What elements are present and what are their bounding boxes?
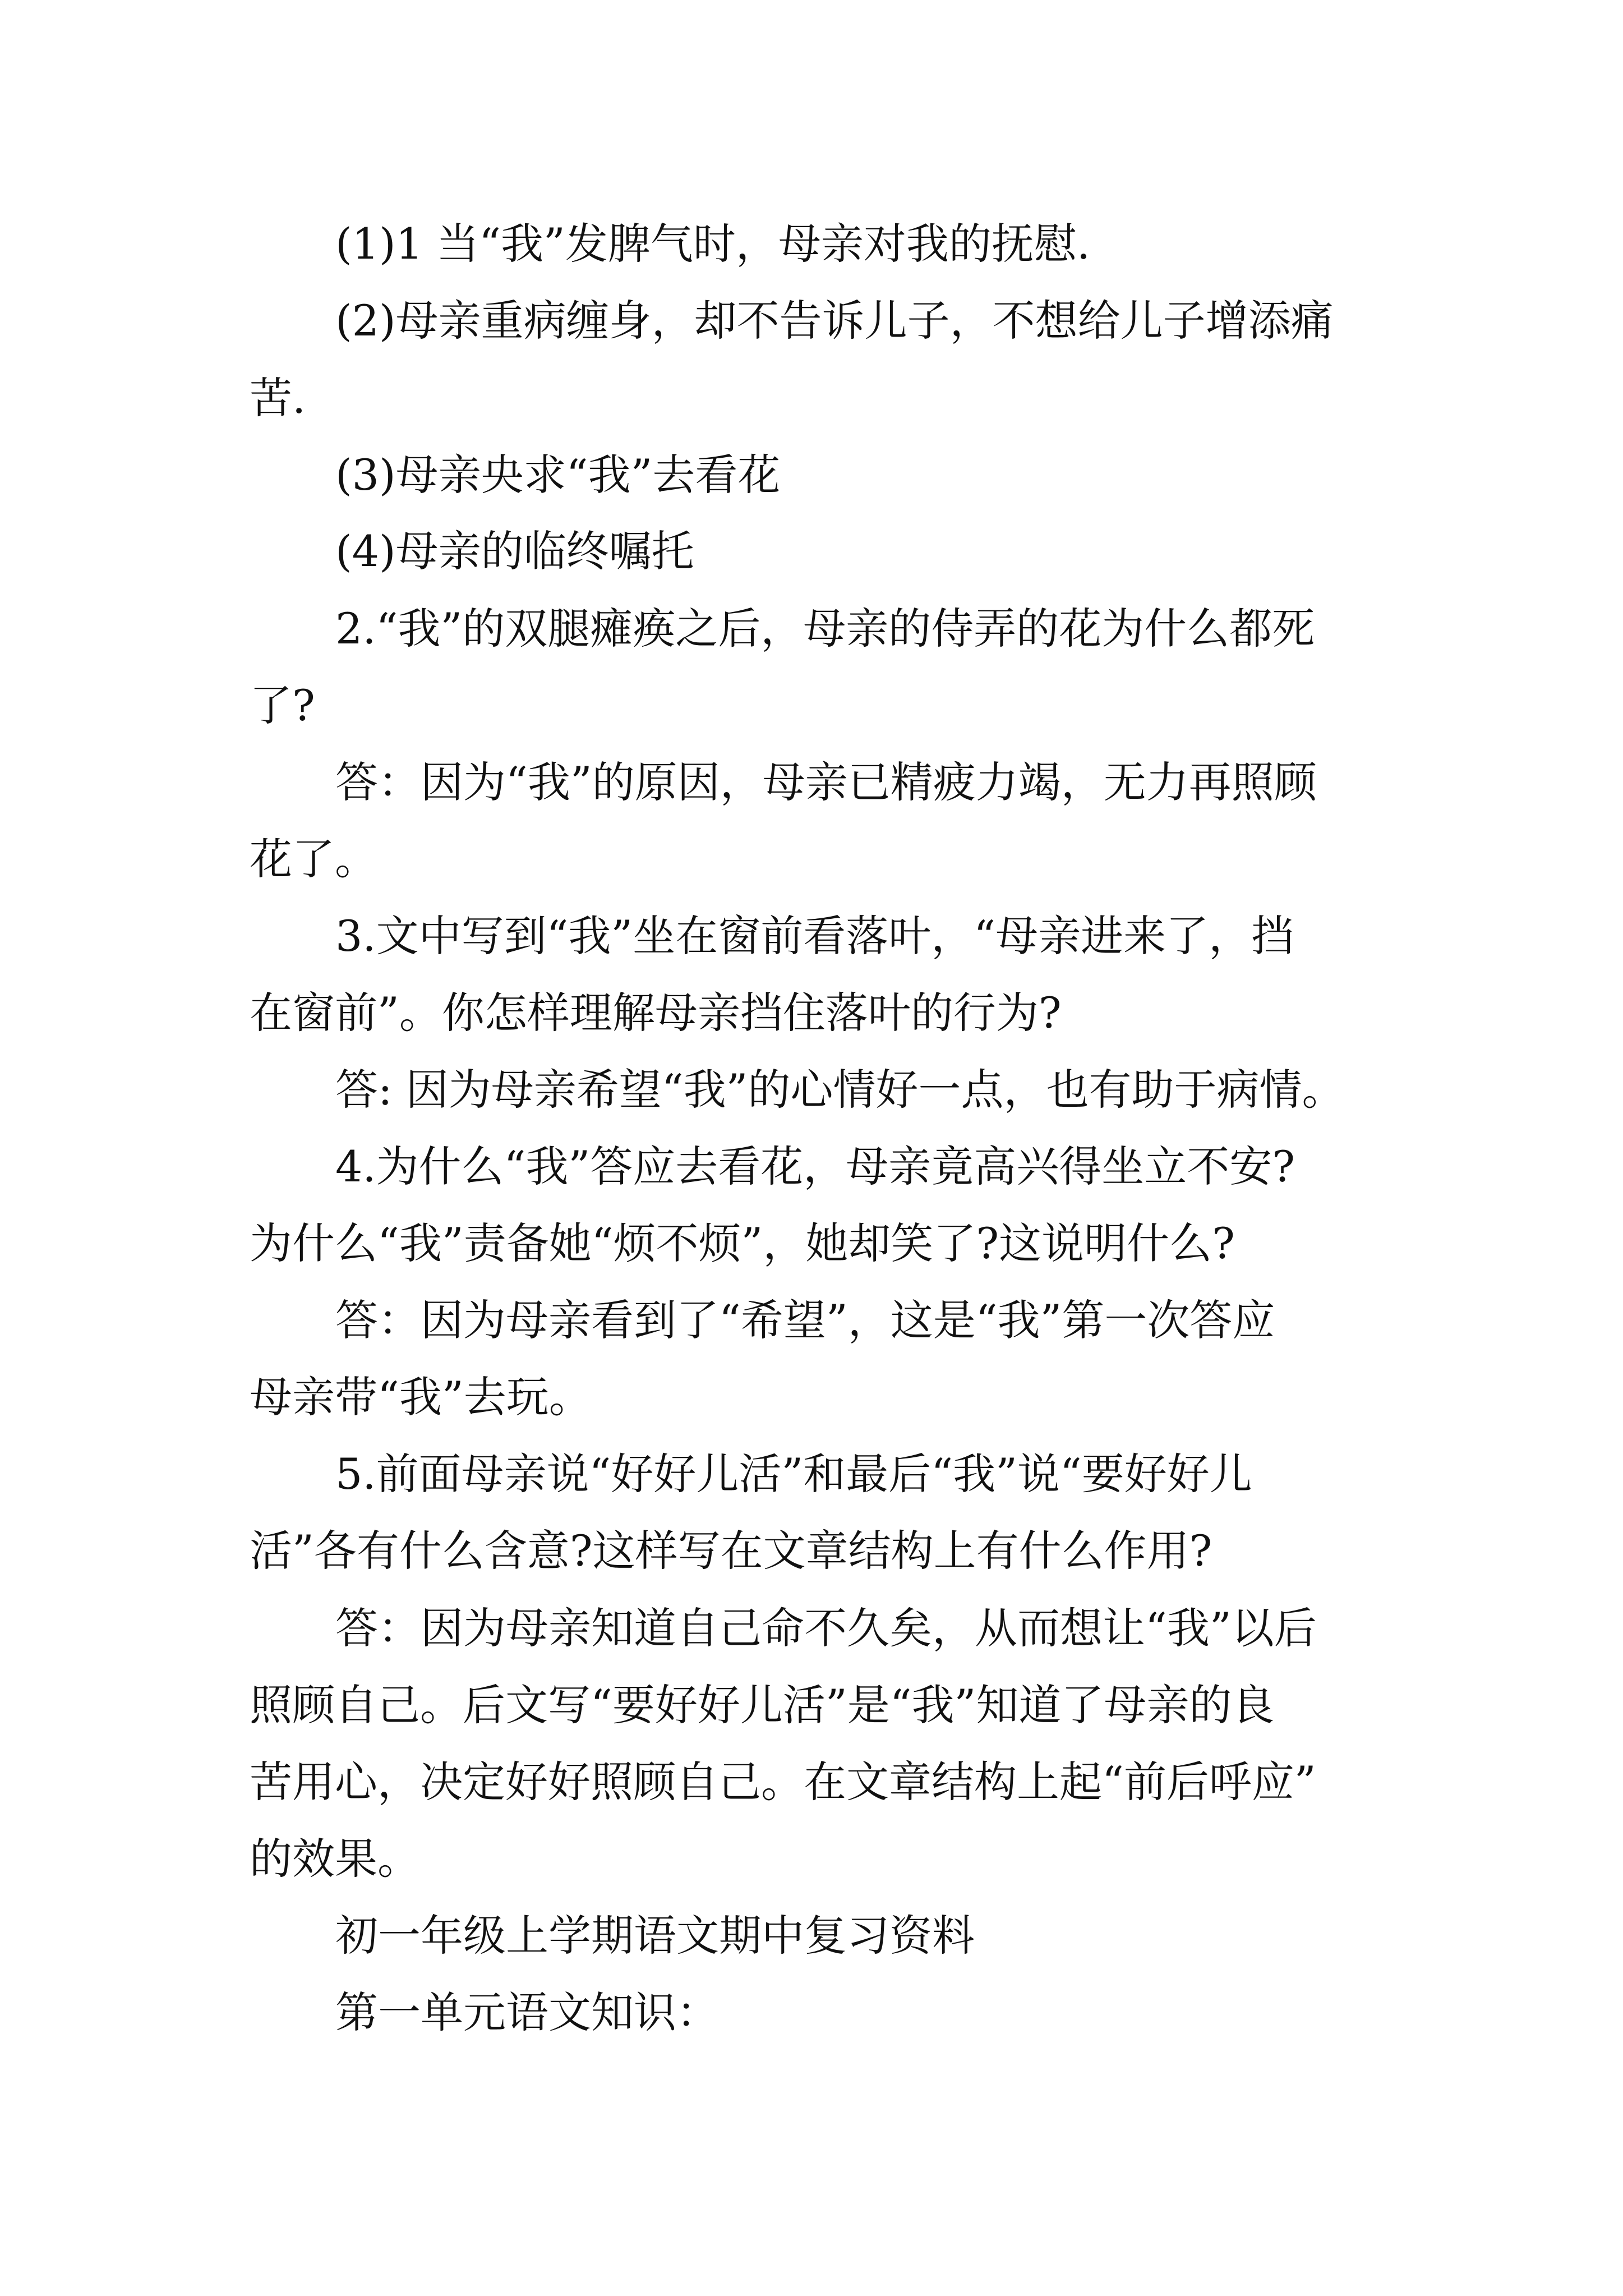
- section-title: 初一年级上学期语文期中复习资料: [335, 1911, 975, 1961]
- text-line: 3.文中写到“我”坐在窗前看落叶，“母亲进来了，挡: [335, 911, 1294, 961]
- text-line: 花了。: [250, 834, 377, 884]
- text-line: (1)1 当“我”发脾气时，母亲对我的抚慰.: [335, 219, 1091, 269]
- text-line: 4.为什么“我”答应去看花，母亲竟高兴得坐立不安?: [335, 1142, 1295, 1191]
- text-line: 在窗前”。你怎样理解母亲挡住落叶的行为?: [250, 988, 1062, 1038]
- text-line: 答：因为“我”的原因，母亲已精疲力竭，无力再照顾: [335, 757, 1317, 807]
- text-line: (2)母亲重病缠身，却不告诉儿子，不想给儿子增添痛: [335, 296, 1334, 346]
- text-line: 2.“我”的双腿瘫痪之后，母亲的侍弄的花为什么都死: [335, 604, 1315, 654]
- text-line: 为什么“我”责备她“烦不烦”，她却笑了?这说明什么?: [250, 1218, 1235, 1268]
- text-line: 照顾自己。后文写“要好好儿活”是“我”知道了母亲的良: [250, 1680, 1275, 1730]
- text-line: (3)母亲央求“我”去看花: [335, 450, 781, 500]
- text-line: 苦用心，决定好好照顾自己。在文章结构上起“前后呼应”: [250, 1757, 1316, 1807]
- text-line: (4)母亲的临终嘱托: [335, 526, 694, 576]
- text-line: 5.前面母亲说“好好儿活”和最后“我”说“要好好儿: [335, 1449, 1252, 1499]
- section-subtitle: 第一单元语文知识：: [335, 1987, 719, 2037]
- text-line: 母亲带“我”去玩。: [250, 1372, 592, 1422]
- text-line: 答：因为母亲看到了“希望”，这是“我”第一次答应: [335, 1295, 1275, 1345]
- text-line: 了?: [250, 680, 315, 730]
- text-line: 活”各有什么含意?这样写在文章结构上有什么作用?: [250, 1526, 1212, 1576]
- text-line: 苦.: [250, 373, 306, 423]
- text-line: 的效果。: [250, 1834, 420, 1884]
- text-line: 答: 因为母亲希望“我”的心情好一点，也有助于病情。: [335, 1065, 1345, 1115]
- text-line: 答：因为母亲知道自己命不久矣，从而想让“我”以后: [335, 1603, 1317, 1653]
